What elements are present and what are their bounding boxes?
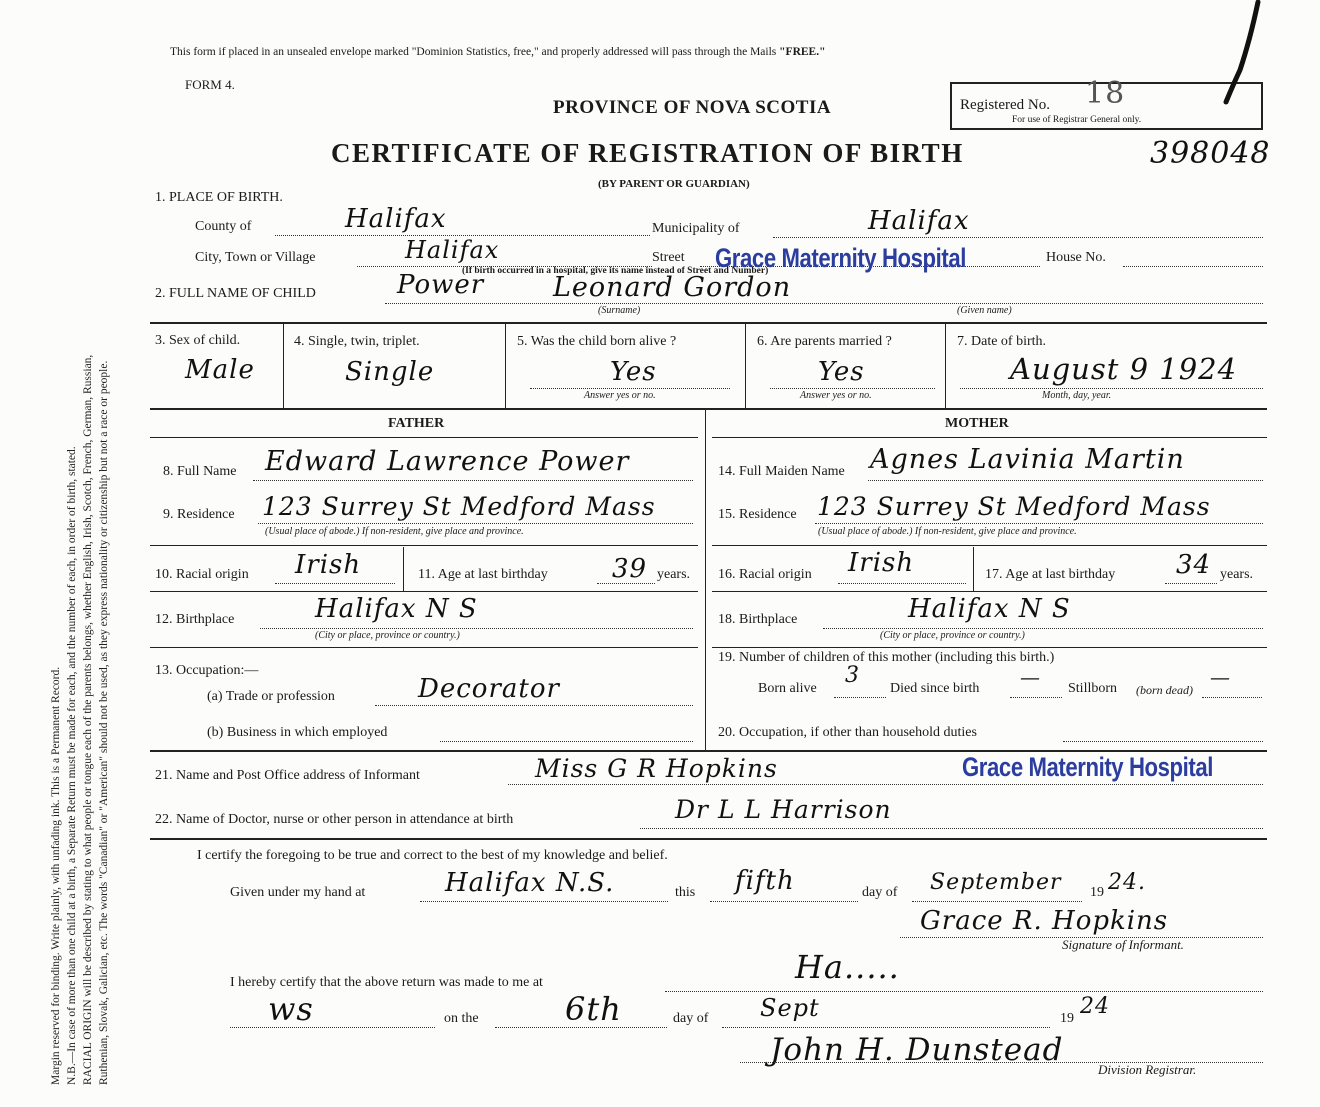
street-hospital-stamp: Grace Maternity Hospital	[715, 243, 966, 273]
mother-heading: MOTHER	[945, 416, 1009, 431]
page-title: CERTIFICATE OF REGISTRATION OF BIRTH	[331, 138, 964, 168]
married-value: Yes	[818, 357, 865, 387]
mother-birthplace-note: (City or place, province or country.)	[880, 630, 1025, 641]
pen-mark	[1200, 0, 1280, 110]
mother-birthplace-value: Halifax N S	[908, 594, 1071, 624]
alive-value: Yes	[610, 357, 657, 387]
mail-note-text: This form if placed in an unsealed envelope marked "Dominion Statistics, free," and properly addressed will pass through the Mails	[170, 46, 780, 58]
married-label: 6. Are parents married ?	[757, 334, 892, 349]
registrar-day-of-label: day of	[673, 1011, 709, 1026]
informant-hospital-stamp: Grace Maternity Hospital	[962, 752, 1213, 782]
day-of-label: day of	[862, 885, 898, 900]
father-age-value: 39	[612, 554, 648, 584]
mother-racial-value: Irish	[848, 548, 915, 578]
stillborn-value: —	[1210, 665, 1231, 689]
father-years: years.	[657, 567, 691, 582]
given-label: Given under my hand at	[230, 885, 366, 900]
month-value: September	[930, 870, 1062, 895]
city-label: City, Town or Village	[195, 250, 316, 265]
father-birthplace-note: (City or place, province or country.)	[315, 630, 460, 641]
father-business-label: (b) Business in which employed	[207, 725, 388, 740]
house-label: House No.	[1046, 250, 1106, 265]
registrar-signature-label: Division Registrar.	[1098, 1062, 1197, 1077]
margin-line-3: RACIAL ORIGIN will be described by stating to what people or tongue each of the parents belongs, whether English, Irish, Scotch, French, German, Russian,	[82, 354, 94, 1085]
doctor-label: 22. Name of Doctor, nurse or other person in attendance at birth	[155, 812, 514, 827]
mother-name-value: Agnes Lavinia Martin	[870, 444, 1185, 475]
informant-label: 21. Name and Post Office address of Informant	[155, 768, 420, 783]
mother-racial-label: 16. Racial origin	[718, 567, 812, 582]
informant-signature-label: Signature of Informant.	[1062, 937, 1184, 952]
father-heading: FATHER	[388, 416, 445, 431]
registrar-year-prefix: 19	[1060, 1011, 1074, 1026]
municipality-label: Municipality of	[652, 221, 740, 236]
year-prefix: 19	[1090, 885, 1104, 900]
mother-residence-value: 123 Surrey St Medford Mass	[817, 492, 1211, 521]
married-note: Answer yes or no.	[800, 390, 872, 401]
registered-note: For use of Registrar General only.	[1012, 115, 1142, 125]
mother-birthplace-label: 18. Birthplace	[718, 612, 798, 627]
form-number: FORM 4.	[185, 77, 235, 92]
mail-note-free: "FREE."	[779, 46, 826, 58]
informant-signature: Grace R. Hopkins	[920, 906, 1169, 936]
father-name-value: Edward Lawrence Power	[265, 446, 630, 477]
margin-line-1: Margin reserved for binding. Write plainly, with unfading ink. This is a Permanent Record.	[50, 666, 62, 1085]
street-label: Street	[652, 250, 685, 265]
mother-residence-label: 15. Residence	[718, 507, 797, 522]
registrar-year-value: 24	[1080, 994, 1110, 1019]
mother-age-label: 17. Age at last birthday	[985, 567, 1116, 582]
city-value: Halifax	[405, 236, 500, 264]
born-alive-value: 3	[845, 663, 860, 688]
child-surname: Power	[397, 270, 485, 300]
father-name-label: 8. Full Name	[163, 464, 237, 479]
surname-note: (Surname)	[598, 305, 641, 316]
mother-age-value: 34	[1176, 550, 1212, 580]
died-label: Died since birth	[890, 681, 980, 696]
year-value: 24.	[1108, 870, 1146, 895]
plurality-label: 4. Single, twin, triplet.	[294, 334, 420, 349]
child-name-label: 2. FULL NAME OF CHILD	[155, 286, 316, 301]
father-racial-value: Irish	[295, 550, 362, 580]
place-of-birth-label: 1. PLACE OF BIRTH.	[155, 190, 283, 205]
informant-value: Miss G R Hopkins	[535, 754, 778, 783]
registered-number: 18	[1085, 76, 1126, 111]
father-residence-label: 9. Residence	[163, 507, 235, 522]
father-trade-label: (a) Trade or profession	[207, 689, 335, 704]
doctor-value: Dr L L Harrison	[675, 795, 892, 824]
hospital-note: (If birth occurred in a hospital, give its name instead of Street and Number)	[462, 266, 769, 276]
margin-line-4: Ruthenian, Slovak, Galician, etc. The words "Canadian" or "American" should not be used, as they express nationality or citizenship but not a race or people.	[98, 360, 110, 1085]
on-the-label: on the	[444, 1011, 479, 1026]
province-heading: PROVINCE OF NOVA SCOTIA	[553, 97, 832, 118]
died-value: —	[1020, 665, 1041, 689]
registrar-place-value: Ha.....	[795, 948, 900, 986]
margin-instructions	[48, 35, 112, 1085]
given-place-value: Halifax N.S.	[445, 868, 615, 898]
mother-occupation-label: 20. Occupation, if other than household duties	[718, 725, 977, 740]
registrar-signature: John H. Dunstead	[770, 1032, 1064, 1068]
born-alive-label: Born alive	[758, 681, 817, 696]
county-value: Halifax	[345, 204, 447, 234]
registered-label: Registered No.	[960, 97, 1050, 113]
father-residence-value: 123 Surrey St Medford Mass	[262, 492, 656, 521]
day-value: fifth	[735, 866, 795, 896]
mail-note	[170, 46, 825, 58]
certificate-number: 398048	[1150, 136, 1271, 171]
county-label: County of	[195, 219, 252, 234]
mother-residence-note: (Usual place of abode.) If non-resident, give place and province.	[818, 526, 1077, 537]
certify-statement: I certify the foregoing to be true and correct to the best of my knowledge and belief.	[197, 848, 668, 863]
registrar-month-value: Sept	[760, 994, 820, 1022]
father-age-label: 11. Age at last birthday	[418, 567, 548, 582]
dob-value: August 9 1924	[1010, 352, 1238, 386]
sex-value: Male	[185, 355, 255, 385]
dob-note: Month, day, year.	[1042, 390, 1112, 401]
stillborn-label: Stillborn	[1068, 681, 1118, 696]
given-name-note: (Given name)	[957, 305, 1012, 316]
sex-label: 3. Sex of child.	[155, 333, 241, 348]
municipality-value: Halifax	[868, 206, 970, 236]
mother-years: years.	[1220, 567, 1254, 582]
child-given-name: Leonard Gordon	[553, 272, 792, 303]
stillborn-note: (born dead)	[1136, 683, 1193, 697]
page-subtitle: (BY PARENT OR GUARDIAN)	[598, 178, 750, 190]
father-racial-label: 10. Racial origin	[155, 567, 249, 582]
father-birthplace-label: 12. Birthplace	[155, 612, 235, 627]
father-trade-value: Decorator	[418, 674, 560, 704]
father-occupation-label: 13. Occupation:—	[155, 663, 259, 678]
plurality-value: Single	[345, 357, 435, 387]
this-label: this	[675, 885, 696, 900]
father-residence-note: (Usual place of abode.) If non-resident, give place and province.	[265, 526, 524, 537]
alive-note: Answer yes or no.	[584, 390, 656, 401]
mother-name-label: 14. Full Maiden Name	[718, 464, 845, 479]
registrar-statement: I hereby certify that the above return was made to me at	[230, 975, 543, 990]
mother-children-label: 19. Number of children of this mother (including this birth.)	[718, 650, 1055, 665]
registrar-place2-value: ws	[268, 990, 314, 1028]
alive-label: 5. Was the child born alive ?	[517, 334, 677, 349]
margin-line-2: N.B.—In case of more than one child at a birth, a Separate Return must be made for each, and the number of each, in order of birth, stated.	[66, 446, 78, 1085]
dob-label: 7. Date of birth.	[957, 334, 1047, 349]
father-birthplace-value: Halifax N S	[315, 594, 478, 624]
registrar-day-value: 6th	[565, 990, 622, 1028]
